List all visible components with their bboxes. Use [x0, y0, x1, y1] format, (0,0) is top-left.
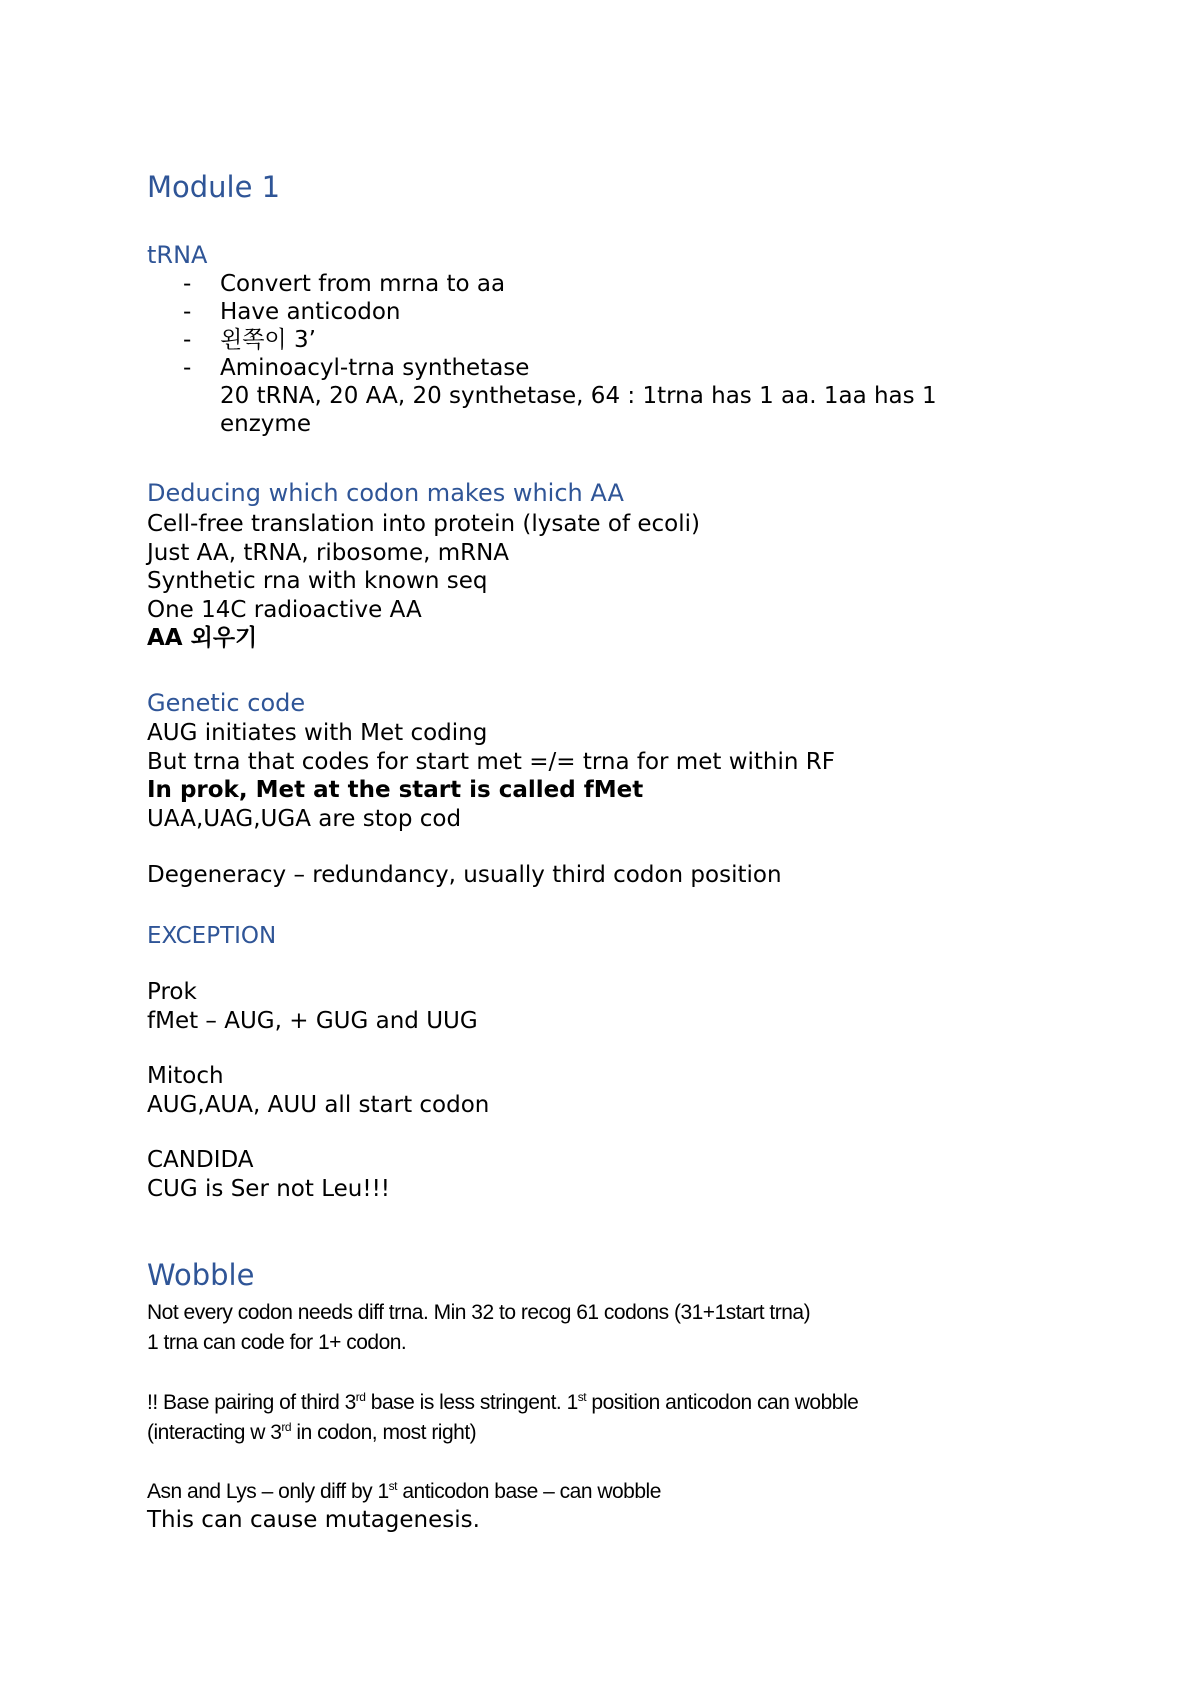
dash-bullet: - [183, 271, 192, 297]
text-line: Synthetic rna with known seq [147, 568, 488, 594]
wobble-para-1: Not every codon needs diff trna. Min 32 to recog 61 codons (31+1start trna) 1 trna can code for 1+ codon. [147, 1301, 811, 1354]
degeneracy-line: Degeneracy – redundancy, usually third codon position [147, 862, 782, 888]
wobble-final-line: This can cause mutagenesis. [147, 1507, 480, 1533]
text-line: Cell-free translation into protein (lysate of ecoli) [147, 511, 700, 537]
text-line: One 14C radioactive AA [147, 596, 422, 623]
list-item-continuation: enzyme [220, 411, 311, 437]
list-item: - Convert from mrna to aa [183, 271, 506, 297]
trna-list [147, 270, 937, 438]
wobble-para-2: !! Base pairing of third 3rd base is less stringent. 1st position anticodon can wobble (interacting w 3rd in codon, most right) [147, 1390, 859, 1444]
genetic-code-body [147, 719, 835, 833]
text-line: UAA,UAG,UGA are stop cod [147, 805, 462, 832]
module-title: Module 1 [147, 170, 281, 204]
list-item: - Have anticodon [183, 299, 401, 325]
dash-bullet: - [183, 327, 192, 353]
exception-heading: EXCEPTION [147, 923, 277, 949]
dash-bullet: - [183, 299, 192, 325]
deducing-heading: Deducing which codon makes which AA [147, 479, 624, 507]
wobble-para-3: Asn and Lys – only diff by 1st anticodon base – can wobble [147, 1479, 661, 1503]
text-line: Just AA, tRNA, ribosome, mRNA [147, 539, 510, 566]
exception-mitoch: Mitoch AUG,AUA, AUU all start codon [147, 1063, 490, 1118]
deducing-body [147, 510, 700, 653]
text-line: But trna that codes for start met =/= trna for met within RF [147, 748, 835, 775]
exception-candida: CANDIDA CUG is Ser not Leu!!! [147, 1147, 391, 1202]
dash-bullet: - [183, 355, 192, 381]
bold-note: In prok, Met at the start is called fMet [147, 777, 644, 803]
list-item: - 왼쪽이 3’ [183, 327, 316, 353]
wobble-heading: Wobble [147, 1258, 255, 1292]
list-item: - Aminoacyl-trna synthetase 20 tRNA, 20 AA, 20 synthetase, 64 : 1trna has 1 aa. 1aa has 1 enzyme [183, 355, 937, 437]
list-item-continuation: 20 tRNA, 20 AA, 20 synthetase, 64 : 1trna has 1 aa. 1aa has 1 [220, 383, 937, 409]
exception-prok: Prok fMet – AUG, + GUG and UUG [147, 979, 478, 1034]
text-line: AUG initiates with Met coding [147, 720, 488, 746]
trna-list-block [147, 270, 937, 438]
genetic-code-heading: Genetic code [147, 689, 306, 717]
bold-note: AA 외우기 [147, 625, 258, 651]
trna-heading: tRNA [147, 241, 208, 269]
